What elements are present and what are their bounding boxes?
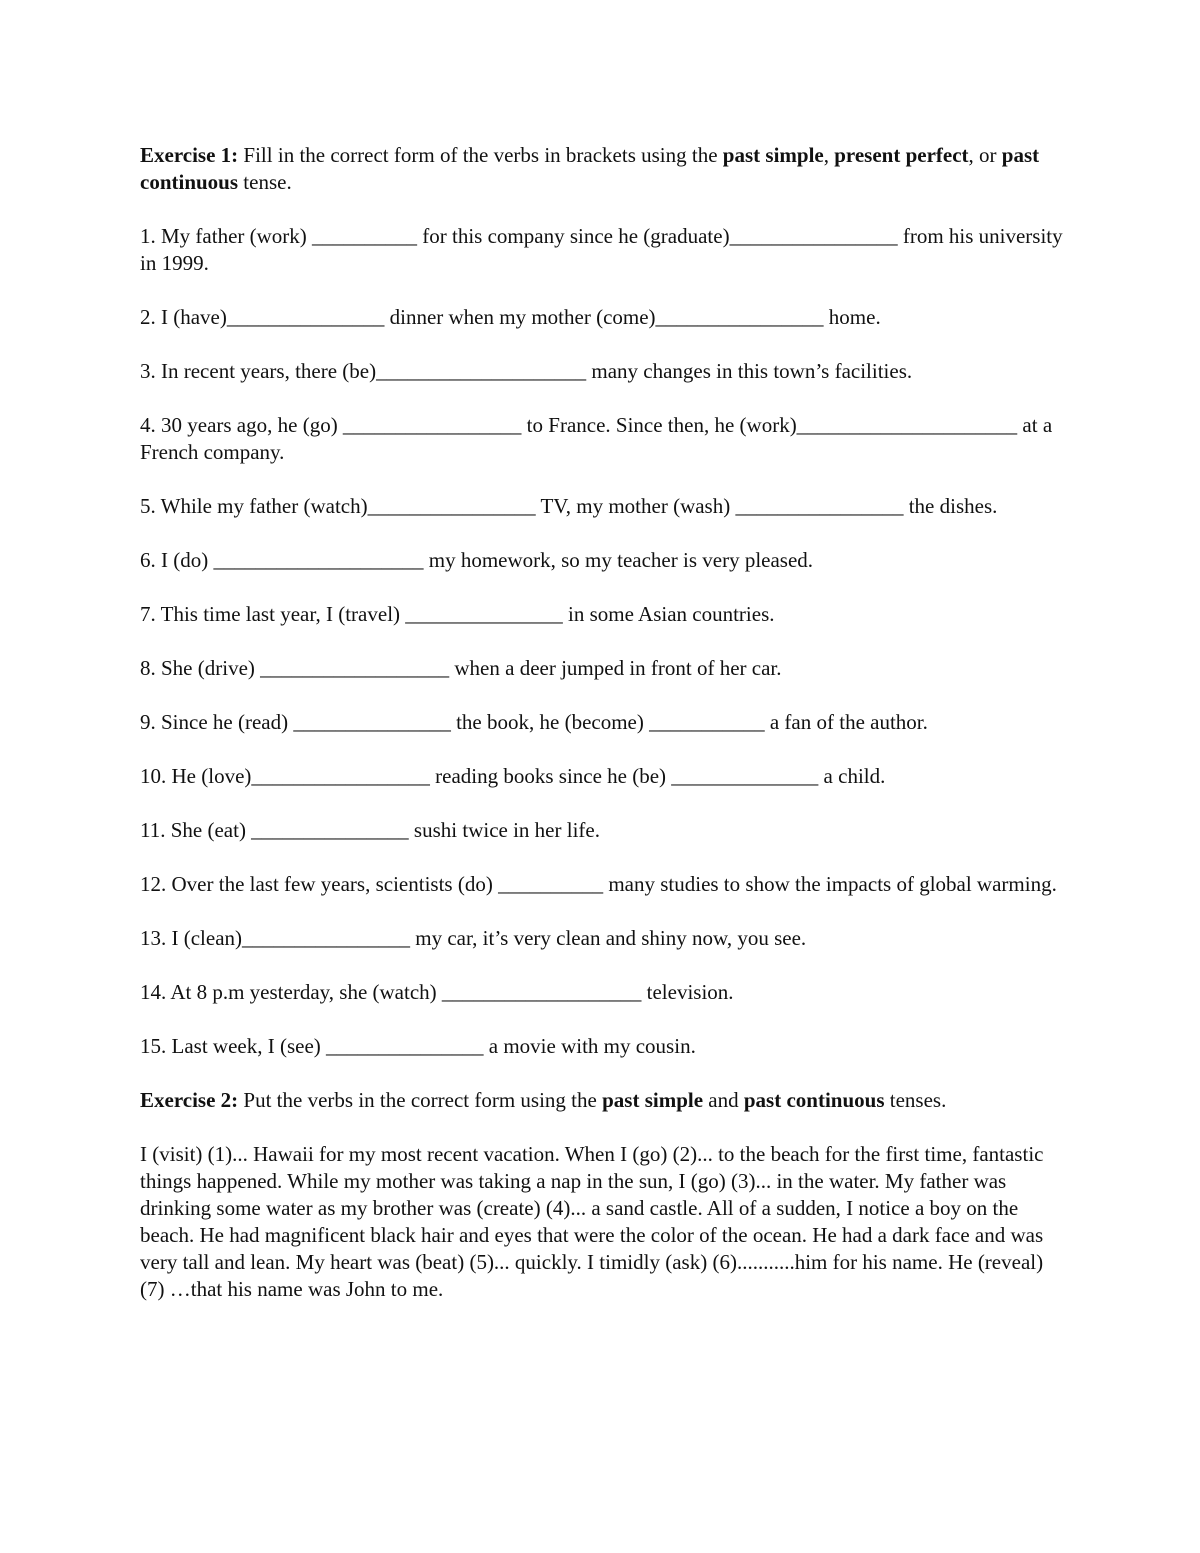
exercise-2-instructions	[140, 1087, 1065, 1114]
exercise-item: 6. I (do) ____________________ my homework, so my teacher is very pleased.	[140, 548, 814, 572]
exercise-item: 8. She (drive) __________________ when a deer jumped in front of her car.	[140, 656, 782, 680]
exercise-item: 7. This time last year, I (travel) _______________ in some Asian countries.	[140, 602, 775, 626]
exercise-item: 15. Last week, I (see) _______________ a movie with my cousin.	[140, 1034, 696, 1058]
exercise-item: 5. While my father (watch)________________ TV, my mother (wash) ________________ the dishes.	[140, 494, 998, 518]
exercise-1-instruction-text: Fill in the correct form of the verbs in brackets using the	[238, 143, 723, 167]
exercise-1-instruction-text: , or	[968, 143, 1002, 167]
exercise-item: 14. At 8 p.m yesterday, she (watch) ___________________ television.	[140, 980, 734, 1004]
exercise-item: 4. 30 years ago, he (go) _________________ to France. Since then, he (work)_____________________ at a French company.	[140, 413, 1053, 464]
exercise-1-instruction-text: tense.	[238, 170, 292, 194]
exercise-2-instruction-text: tenses.	[884, 1088, 947, 1112]
exercise-2-instruction-text: Put the verbs in the correct form using the	[238, 1088, 603, 1112]
exercise-2-story: I (visit) (1)... Hawaii for my most recent vacation. When I (go) (2)... to the beach for the first time, fantastic things happened. While my mother was taking a nap in the sun, I (go) (3)... in the water. My father was drinking some water as my brother was (create) (4)... a sand castle. All of a sudden, I notice a boy on the beach. He had magnificent black hair and eyes that were the color of the ocean. He had a dark face and was very tall and lean. My heart was (beat) (5)... quickly. I timidly (ask) (6)...........him for his name. He (reveal) (7) …that his name was John to me.	[140, 1142, 1044, 1301]
exercise-item: 9. Since he (read) _______________ the book, he (become) ___________ a fan of the author.	[140, 710, 928, 734]
exercise-item: 1. My father (work) __________ for this company since he (graduate)________________ from his university in 1999.	[140, 224, 1063, 275]
exercise-1-instructions	[140, 142, 1065, 196]
exercise-1-heading: Exercise 1:	[140, 143, 239, 167]
exercise-item: 10. He (love)_________________ reading books since he (be) ______________ a child.	[140, 764, 886, 788]
exercise-2-heading: Exercise 2:	[140, 1088, 239, 1112]
keyword-past-continuous: past continuous	[140, 143, 1040, 194]
keyword-past-continuous: past continuous	[743, 1088, 885, 1112]
exercise-item: 12. Over the last few years, scientists (do) __________ many studies to show the impacts of global warming.	[140, 872, 1057, 896]
exercise-item: 2. I (have)_______________ dinner when my mother (come)________________ home.	[140, 305, 881, 329]
keyword-past-simple: past simple	[722, 143, 824, 167]
worksheet-page	[140, 142, 1065, 1303]
exercise-item: 11. She (eat) _______________ sushi twice in her life.	[140, 818, 600, 842]
exercise-2-instruction-text: and	[703, 1088, 744, 1112]
exercise-1-instruction-text: ,	[823, 143, 835, 167]
exercise-item: 13. I (clean)________________ my car, it’s very clean and shiny now, you see.	[140, 926, 807, 950]
exercise-item: 3. In recent years, there (be)____________________ many changes in this town’s facilities.	[140, 359, 913, 383]
keyword-present-perfect: present perfect	[834, 143, 969, 167]
keyword-past-simple: past simple	[602, 1088, 704, 1112]
